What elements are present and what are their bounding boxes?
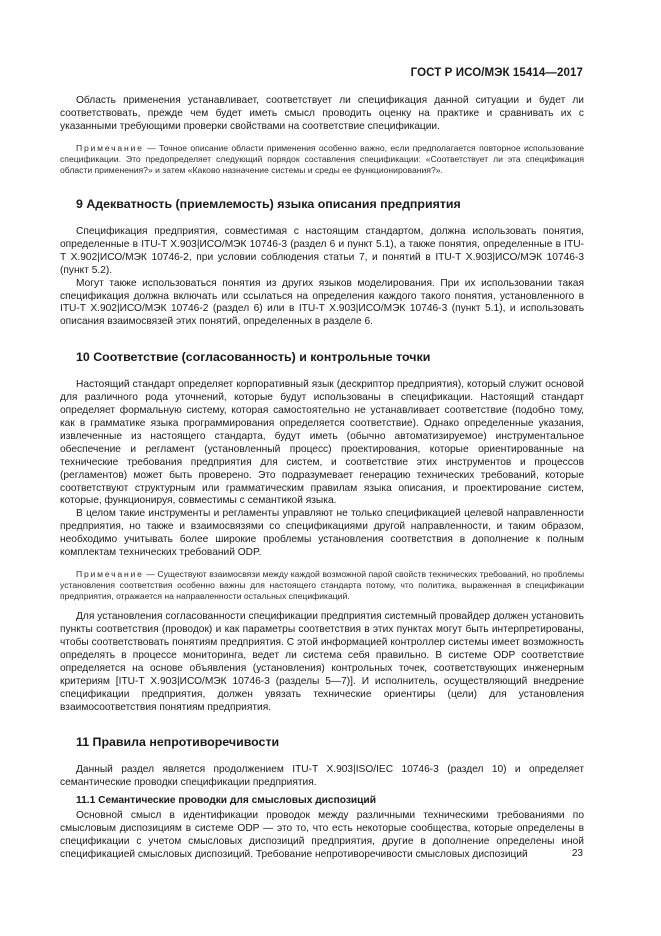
intro-paragraph: Область применения устанавливает, соответствует ли спецификация данной ситуации и будет ли соответствовать, прежде чем будет иметь смысл проводить оценку на практике и сравнивать их с указанными требующими проверки свойствами на соответствие спецификации. xyxy=(60,95,584,132)
section-10-paragraph-3: Для установления согласованности спецификации предприятия системный провайдер должен установить пункты соответствия (проводок) и как параметры соответствия в этих пунктах могут быть интерпретированы, чтобы соответствовать понятиям предприятия. С этой информацией контроллер системы имеет возможность определять в процессе мониторинга, ведет ли система себя правильно. В системе ODP соответствие определяется на основе объявления (установления) контрольных точек, соответствующих инженерным критериям [ITU-T X.903|ИСО/МЭК 10746-3 (разделы 5—7)]. И исполнитель, осуществляющий внедрение спецификации предприятия, должен увязать технические ориентиры (цели) для установления взаимосоответствия понятиям предприятия. xyxy=(60,611,584,713)
note-label: Примечание xyxy=(76,142,144,153)
note-text: — Точное описание области применения особенно важно, если предполагается повторное использование спецификации. Это предопределяет следующий порядок составления спецификации: «Соответствует ли эта спецификация области применения?» и затем «Каково назначение системы и среды ее функционирования?». xyxy=(60,142,584,175)
section-9-heading: 9 Адекватность (приемлемость) языка описания предприятия xyxy=(76,197,461,211)
page-number: 23 xyxy=(571,848,583,859)
section-9-paragraph-1: Спецификация предприятия, совместимая с настоящим стандартом, должна использовать понятия, определенные в ITU-T X.903|ИСО/МЭК 10746-3 (раздел 6 и пункт 5.1), а также понятия, определенные в ITU-T X.902|ИСО/МЭК 10746-2, при условии соблюдения статьи 7, и понятий в ITU-T X.903|ИСО/МЭК 10746-3 (пункт 5.2). xyxy=(60,226,584,276)
note-text: — Существуют взаимосвязи между каждой возможной парой свойств технических требований, но проблемы установления соответствия особенно важны для настоящего стандарта потому, что политика, выраженная в спецификации предприятия, отражается на направленности остальных спецификаций. xyxy=(60,568,584,602)
section-10-paragraph-1: Настоящий стандарт определяет корпоративный язык (дескриптор предприятия), который служит основой для различного рода уточнений, которые будут использованы в спецификации. Настоящий стандарт определяет формальную систему, которая самостоятельно не устанавливает соответствие (подобно тому, как в грамматике языка программирования определяется соответствие). Однако определенные указания, извлеченные из настоящего стандарта, будут иметь (обычно автоматизируемое) инструментальное обеспечение и регламент (установленный процесс) проектирования, которые ориентированные на технические требования предприятия для систем, и соответствие этих инструментов и процессов (регламентов) может быть проверено. Это подразумевает генерацию технических требований, которые соответствуют структурным или грамматическим правилам языка описания, и проектирование систем, которые, функционируя, совместимы с семантикой языка. xyxy=(60,379,584,507)
note-label: Примечание xyxy=(76,568,144,579)
section-11-paragraph-1: Данный раздел является продолжением ITU-T X.903|ISO/IEC 10746-3 (раздел 10) и определяет семантические проводки спецификации предприятия. xyxy=(60,764,584,789)
subsection-11-1-paragraph: Основной смысл в идентификации проводок между различными техническими требованиями по смысловым диспозициям в системе ODP — это то, что есть некоторые сообщества, которые определены в спецификации с учетом смысловых диспозиций предприятия, другие в дополнение определены иной спецификацией смысловых диспозиций. Требование непротиворечивости смысловых диспозиций xyxy=(60,810,584,860)
intro-note xyxy=(60,143,584,176)
section-10-note xyxy=(60,569,584,602)
section-10-paragraph-2: В целом такие инструменты и регламенты управляют не только спецификацией целевой направленности предприятия, но также и взаимосвязями со спецификациями другой направленности, и таким образом, необходимо учитывать более широкие проблемы установления соответствия в дополнение к полным комплектам технических требований ODP. xyxy=(60,508,584,559)
page-content xyxy=(60,95,584,862)
standard-header: ГОСТ Р ИСО/МЭК 15414—2017 xyxy=(410,67,583,79)
subsection-11-1-heading: 11.1 Семантические проводки для смысловых диспозиций xyxy=(76,795,376,807)
section-10-heading: 10 Соответствие (согласованность) и контрольные точки xyxy=(76,350,431,365)
section-11-heading: 11 Правила непротиворечивости xyxy=(76,735,280,750)
section-9-paragraph-2: Могут также использоваться понятия из других языков моделирования. При их использовании такая спецификация должна включать или ссылаться на определения каждого такого понятия, установленного в ITU-T X.902|ИСО/МЭК 10746-2 (раздел 6) или в ITU-T X.903|ИСО/МЭК 10746-3 (пункт 5.1), и использовать описания взаимосвязей этих понятий, определенных в разделе 6. xyxy=(60,277,584,328)
